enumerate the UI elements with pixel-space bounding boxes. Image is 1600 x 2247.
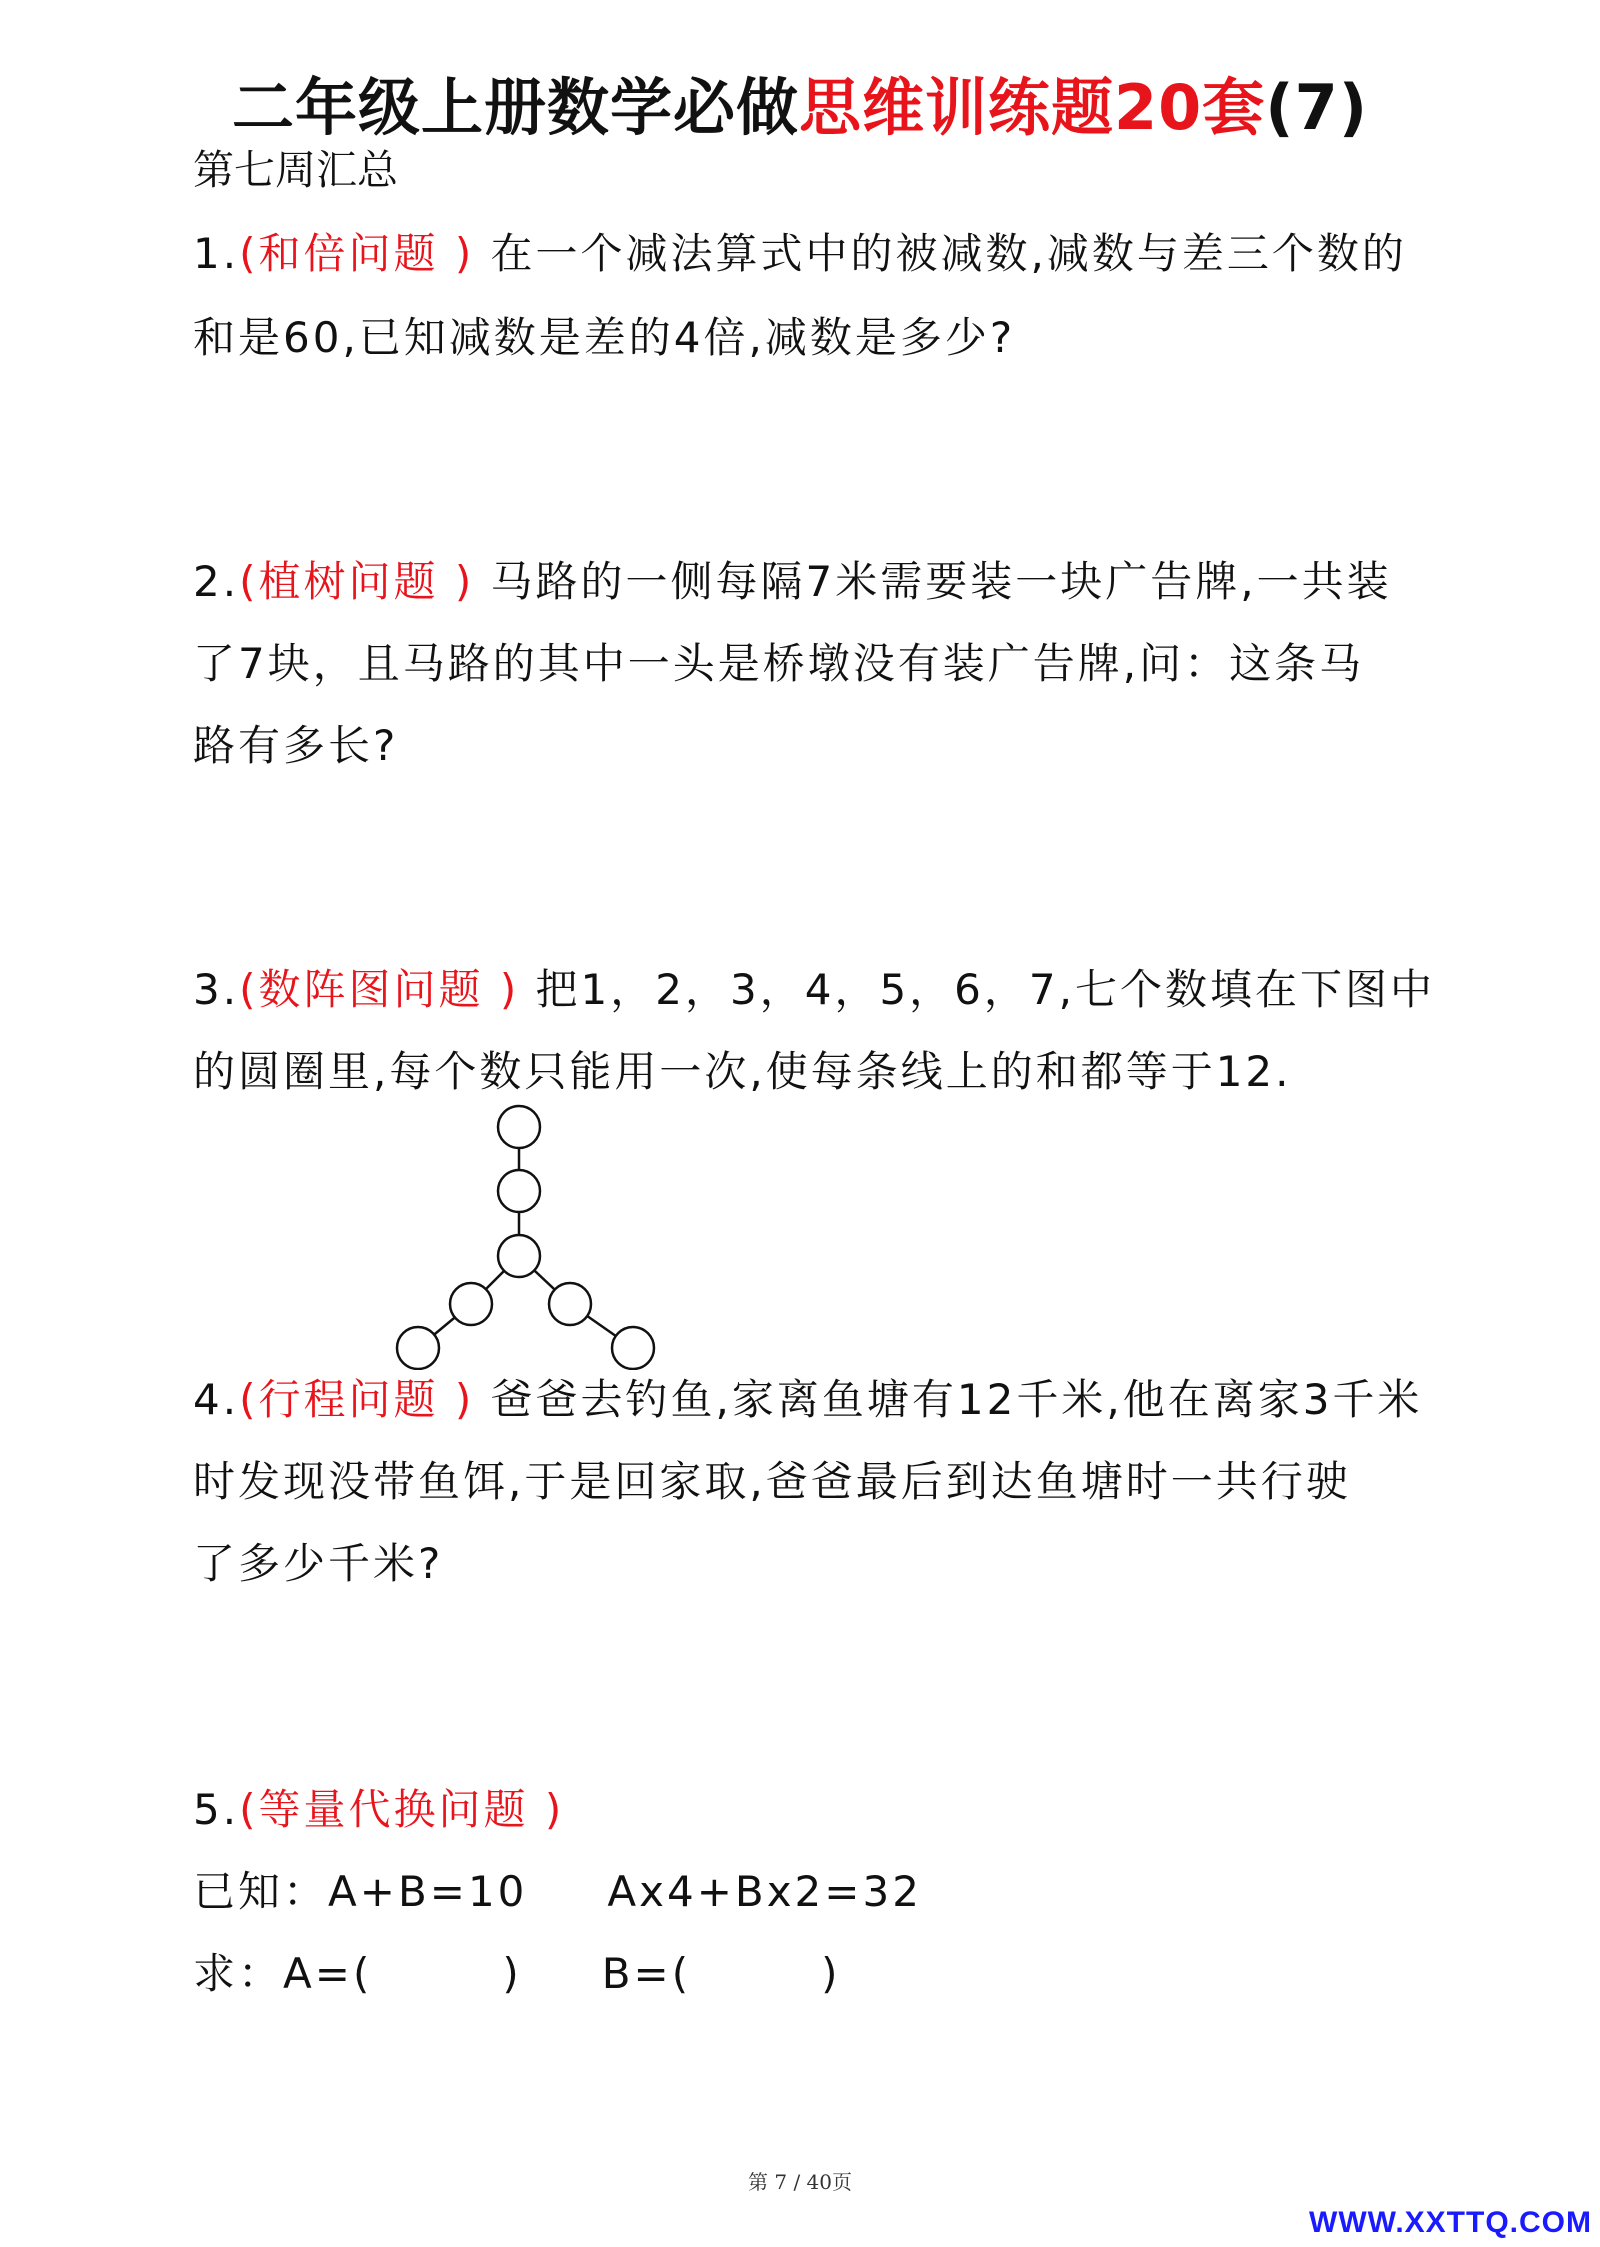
blank-circle-left-outer xyxy=(397,1327,439,1369)
question-5-given xyxy=(193,1866,922,1918)
question-2-text-1: 马路的一侧每隔7米需要装一块广告牌,一共装 xyxy=(474,557,1392,606)
title-highlight: 思维训练题20套 xyxy=(798,71,1266,144)
page-title xyxy=(0,68,1600,148)
answer-a-open: A=( xyxy=(283,1949,373,1998)
question-2-line-3: 路有多长? xyxy=(193,721,399,770)
number-array-figure xyxy=(380,1100,680,1370)
question-4-text-1: 爸爸去钓鱼,家离鱼塘有12千米,他在离家3千米 xyxy=(474,1375,1423,1424)
question-3-number: 3. xyxy=(193,965,240,1014)
question-2-tag: (植树问题 ) xyxy=(239,557,475,606)
question-5-line-1 xyxy=(193,1784,564,1836)
question-3-line-2: 的圆圈里,每个数只能用一次,使每条线上的和都等于12. xyxy=(193,1047,1292,1096)
question-5-number: 5. xyxy=(193,1785,240,1834)
watermark-url: WWW.XXTTQ.COM xyxy=(1309,2206,1592,2239)
question-1-number: 1. xyxy=(193,229,240,278)
question-3-tag: (数阵图问题 ) xyxy=(239,965,520,1014)
given-label: 已知： xyxy=(193,1867,329,1916)
question-2-number: 2. xyxy=(193,557,240,606)
question-1-tag: (和倍问题 ) xyxy=(239,229,475,278)
page-number: 第 7 / 40页 xyxy=(748,2170,852,2194)
question-5-tag: (等量代换问题 ) xyxy=(239,1785,565,1834)
question-2-line-1 xyxy=(193,556,1392,608)
blank-circle-upper xyxy=(498,1170,540,1212)
blank-circle-center xyxy=(498,1235,540,1277)
question-5-ask xyxy=(193,1948,841,2000)
answer-b-close: ) xyxy=(821,1949,841,1998)
question-4-line-1 xyxy=(193,1374,1422,1426)
equation-1: A+B=10 xyxy=(328,1867,528,1916)
equation-2: Ax4+Bx2=32 xyxy=(607,1867,922,1916)
question-4-line-3: 了多少千米? xyxy=(193,1539,444,1588)
week-subtitle: 第七周汇总 xyxy=(193,146,398,194)
question-2-line-2: 了7块，且马路的其中一头是桥墩没有装广告牌,问：这条马 xyxy=(193,639,1365,688)
answer-b-open: B=( xyxy=(601,1949,692,1998)
question-4-tag: (行程问题 ) xyxy=(239,1375,475,1424)
ask-label: 求： xyxy=(193,1949,284,1998)
blank-circle-top xyxy=(498,1106,540,1148)
question-4-number: 4. xyxy=(193,1375,240,1424)
blank-circle-right-outer xyxy=(612,1327,654,1369)
question-4-line-2: 时发现没带鱼饵,于是回家取,爸爸最后到达鱼塘时一共行驶 xyxy=(193,1457,1351,1506)
title-main: 二年级上册数学必做 xyxy=(231,71,799,144)
blank-circle-left-inner xyxy=(450,1283,492,1325)
question-1-text-1: 在一个减法算式中的被减数,减数与差三个数的 xyxy=(474,229,1407,278)
title-suffix: (7) xyxy=(1265,71,1369,144)
answer-a-close: ) xyxy=(502,1949,522,1998)
question-3-line-1 xyxy=(193,964,1435,1016)
blank-circle-right-inner xyxy=(549,1283,591,1325)
question-1-line-1 xyxy=(193,228,1407,280)
question-3-text-1: 把1，2，3，4，5，6，7,七个数填在下图中 xyxy=(519,965,1435,1014)
question-1-line-2: 和是60,已知减数是差的4倍,减数是多少? xyxy=(193,313,1016,362)
